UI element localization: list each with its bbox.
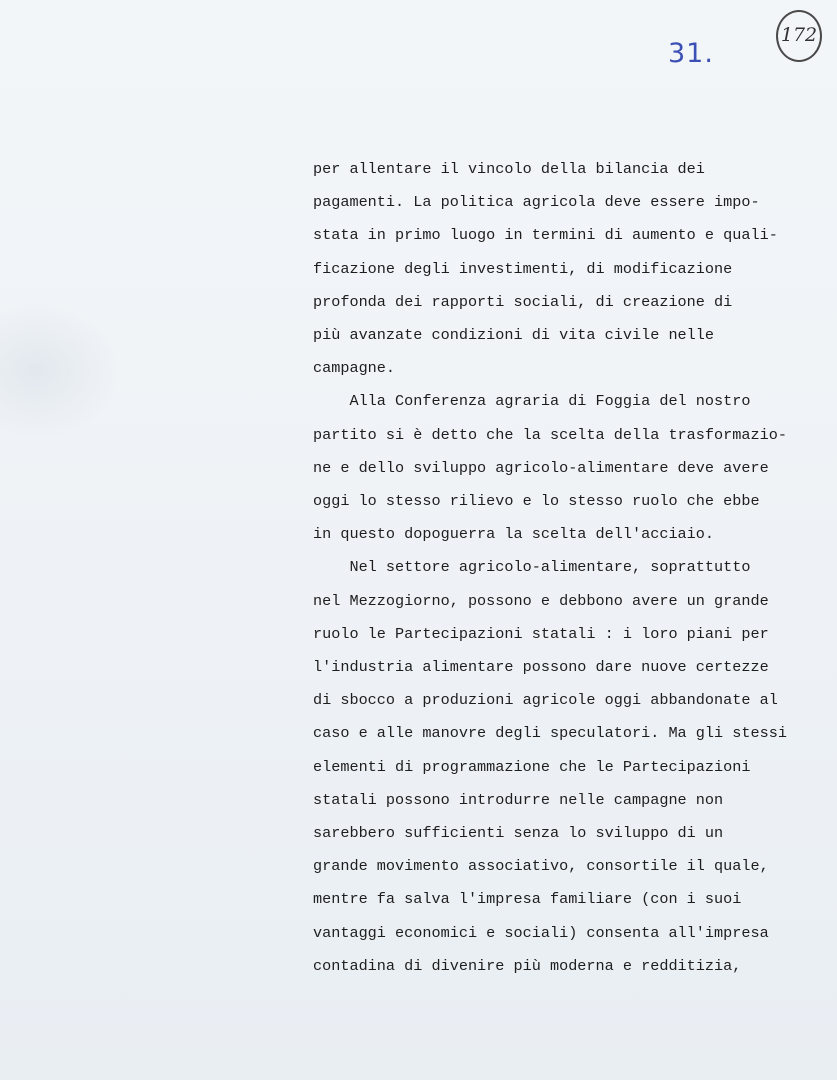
- text-line: nel Mezzogiorno, possono e debbono avere un grande: [313, 591, 769, 610]
- text-line: contadina di divenire più moderna e redditizia,: [313, 956, 742, 975]
- text-line: mentre fa salva l'impresa familiare (con i suoi: [313, 890, 742, 909]
- text-line: statali possono introdurre nelle campagne non: [313, 790, 724, 809]
- text-line: pagamenti. La politica agricola deve essere impo-: [313, 193, 760, 212]
- text-line: l'industria alimentare possono dare nuove certezze: [313, 658, 769, 677]
- text-line: campagne.: [313, 359, 396, 378]
- handwritten-page-number: 31.: [668, 38, 714, 69]
- text-line: ne e dello sviluppo agricolo-alimentare deve avere: [313, 458, 769, 477]
- text-line: profonda dei rapporti sociali, di creazione di: [313, 292, 733, 311]
- text-line: più avanzate condizioni di vita civile nelle: [313, 326, 715, 345]
- text-line: Nel settore agricolo-alimentare, soprattutto: [313, 558, 751, 577]
- circled-folio-number-text: 172: [780, 24, 818, 46]
- text-line: Alla Conferenza agraria di Foggia del nostro: [313, 392, 751, 411]
- text-line: di sbocco a produzioni agricole oggi abbandonate al: [313, 691, 778, 710]
- circled-folio-number: [776, 10, 822, 62]
- typewritten-body: [313, 153, 823, 983]
- text-line: elementi di programmazione che le Partecipazioni: [313, 757, 751, 776]
- text-line: in questo dopoguerra la scelta dell'acciaio.: [313, 525, 715, 544]
- text-line: stata in primo luogo in termini di aumento e quali-: [313, 226, 778, 245]
- text-line: grande movimento associativo, consortile il quale,: [313, 857, 769, 876]
- text-line: partito si è detto che la scelta della trasformazio-: [313, 425, 787, 444]
- text-line: vantaggi economici e sociali) consenta all'impresa: [313, 923, 769, 942]
- text-line: ruolo le Partecipazioni statali : i loro piani per: [313, 624, 769, 643]
- text-line: per allentare il vincolo della bilancia dei: [313, 160, 705, 178]
- text-line: oggi lo stesso rilievo e lo stesso ruolo che ebbe: [313, 492, 760, 511]
- paper-stain: [0, 300, 120, 440]
- text-line: ficazione degli investimenti, di modificazione: [313, 259, 733, 278]
- text-line: caso e alle manovre degli speculatori. Ma gli stessi: [313, 724, 787, 743]
- text-line: sarebbero sufficienti senza lo sviluppo di un: [313, 824, 724, 843]
